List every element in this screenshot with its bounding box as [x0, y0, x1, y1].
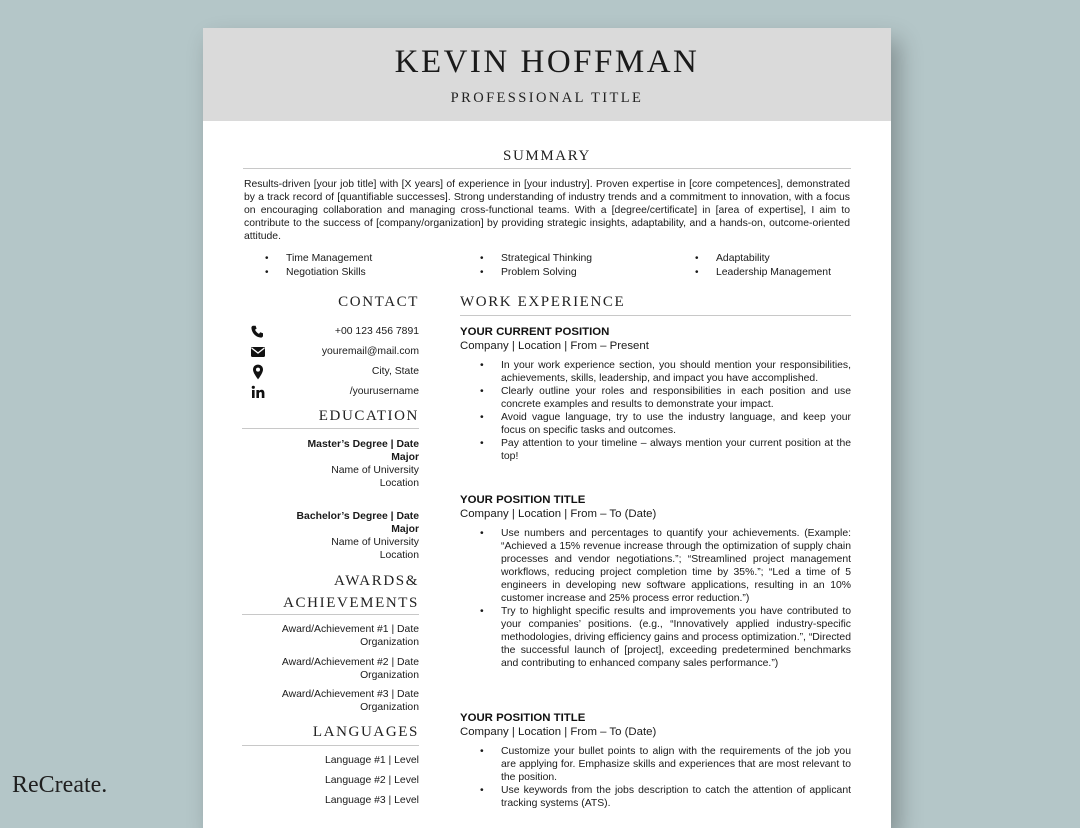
languages-divider — [242, 745, 419, 746]
education-item — [242, 438, 419, 490]
award-item — [242, 656, 419, 682]
summary-heading: SUMMARY — [503, 148, 591, 164]
job-title: YOUR CURRENT POSITION — [460, 326, 610, 338]
job-entry — [460, 326, 851, 463]
skill-item: • Problem Solving — [480, 266, 592, 280]
contact-location — [242, 364, 419, 380]
skills-column-3 — [695, 252, 831, 279]
contact-linkedin — [242, 384, 419, 400]
phone-icon — [250, 325, 266, 339]
resume-header — [203, 28, 891, 121]
job-meta: Company | Location | From – Present — [460, 340, 649, 352]
contact-email — [242, 344, 419, 360]
job-bullet: • Avoid vague language, try to use the industry language, and keep your focus on specific tasks and outcomes. — [460, 411, 851, 437]
awards-heading-line2: ACHIEVEMENTS — [283, 595, 419, 611]
university-line: Name of University — [331, 465, 419, 476]
skills-column-1 — [265, 252, 372, 279]
job-bullet: • Use numbers and percentages to quantify your achievements. (Example: “Achieved a 15% revenue increase through the optimization of supply chain processes and vendor negotiations.”; “Streamlined project management workflows, reducing project completion time by 35%.”; “Led a time of 5 engineers in developing new software applications, resulting in an 10% customer increase and 25% process error reduction.”) — [460, 527, 851, 605]
job-meta: Company | Location | From – To (Date) — [460, 726, 657, 738]
phone-value: +00 123 456 7891 — [334, 326, 419, 337]
job-bullets — [460, 745, 851, 810]
education-heading: EDUCATION — [318, 408, 419, 424]
job-bullet: • Use keywords from the jobs description to catch the attention of applicant tracking systems (ATS). — [460, 784, 851, 810]
awards-heading — [283, 570, 419, 614]
award-org-line: Organization — [360, 637, 419, 648]
linkedin-value: /yourusername — [349, 386, 419, 397]
job-title: YOUR POSITION TITLE — [460, 494, 586, 506]
job-entry — [460, 494, 851, 670]
major-line: Major — [391, 524, 419, 535]
summary-text: Results-driven [your job title] with [X years] of experience in [your industry]. Proven expertise in [core competences], demonstrated by a track record of [quantifiable successes]. Strong understanding of industry trends and a commitment to innovation, with a focus on encouraging collaboration and managing cross-functional teams. With a [degree/certificate] in [area of expertise], I aim to contribute to the success of [company/organization] by providing strategic insights, adaptability, and a hands-on, outcome-oriented attitude. — [244, 179, 850, 242]
job-bullet: • Pay attention to your timeline – always mention your current position at the top! — [460, 437, 851, 463]
work-experience-heading: WORK EXPERIENCE — [460, 294, 626, 310]
job-bullet: • Clearly outline your roles and responsibilities in each position and use concrete examples and results to demonstrate your impact. — [460, 385, 851, 411]
skill-item: • Negotiation Skills — [265, 266, 372, 280]
awards-heading-line1: AWARDS& — [333, 573, 419, 589]
work-divider — [460, 315, 851, 316]
skill-item: • Leadership Management — [695, 266, 831, 280]
award-line: Award/Achievement #3 | Date — [281, 689, 419, 700]
job-meta: Company | Location | From – To (Date) — [460, 508, 657, 520]
email-icon — [250, 345, 266, 359]
degree-line: Master’s Degree | Date — [307, 439, 419, 450]
job-title: YOUR POSITION TITLE — [460, 712, 586, 724]
job-bullet: • Try to highlight specific results and improvements you have contributed to your companies’ positions. (e.g., “Innovatively applied industry-specific methodologies, driving efficiency gains and process optimization.”, “Directed the successful launch of [project], exceeding predetermined benchmarks and contributing to enhanced company sales performance.”) — [460, 605, 851, 670]
job-entry — [460, 712, 851, 810]
location-value: City, State — [371, 366, 419, 377]
award-item — [242, 688, 419, 714]
contact-phone — [242, 324, 419, 340]
email-value: youremail@mail.com — [321, 346, 419, 357]
award-org-line: Organization — [360, 702, 419, 713]
skill-item: • Time Management — [265, 252, 372, 266]
language-item: Language #2 | Level — [325, 775, 419, 786]
summary-divider — [243, 168, 851, 169]
job-bullet: • Customize your bullet points to align with the requirements of the job you are applying for. Emphasize skills and experiences that are most relevant to the position. — [460, 745, 851, 784]
edu-location-line: Location — [379, 478, 419, 489]
brand-watermark: ReCreate. — [12, 772, 108, 798]
skill-item: • Adaptability — [695, 252, 831, 266]
education-divider — [242, 428, 419, 429]
skills-column-2 — [480, 252, 592, 279]
contact-heading: CONTACT — [338, 294, 419, 310]
university-line: Name of University — [331, 537, 419, 548]
language-item: Language #1 | Level — [325, 755, 419, 766]
languages-heading: LANGUAGES — [312, 724, 419, 740]
awards-divider — [242, 614, 419, 615]
award-item — [242, 623, 419, 649]
candidate-name: KEVIN HOFFMAN — [394, 44, 700, 80]
award-org-line: Organization — [360, 670, 419, 681]
education-item — [242, 510, 419, 562]
award-line: Award/Achievement #1 | Date — [281, 624, 419, 635]
linkedin-icon — [250, 385, 266, 399]
edu-location-line: Location — [379, 550, 419, 561]
language-item: Language #3 | Level — [325, 795, 419, 806]
major-line: Major — [391, 452, 419, 463]
job-bullets — [460, 359, 851, 463]
location-pin-icon — [250, 364, 266, 380]
job-bullets — [460, 527, 851, 670]
award-line: Award/Achievement #2 | Date — [281, 657, 419, 668]
professional-title: PROFESSIONAL TITLE — [450, 90, 644, 106]
job-bullet: • In your work experience section, you should mention your responsibilities, achievements, skills, leadership, and impact you have accomplished. — [460, 359, 851, 385]
skill-item: • Strategical Thinking — [480, 252, 592, 266]
resume-page — [203, 28, 891, 828]
degree-line: Bachelor’s Degree | Date — [296, 511, 419, 522]
